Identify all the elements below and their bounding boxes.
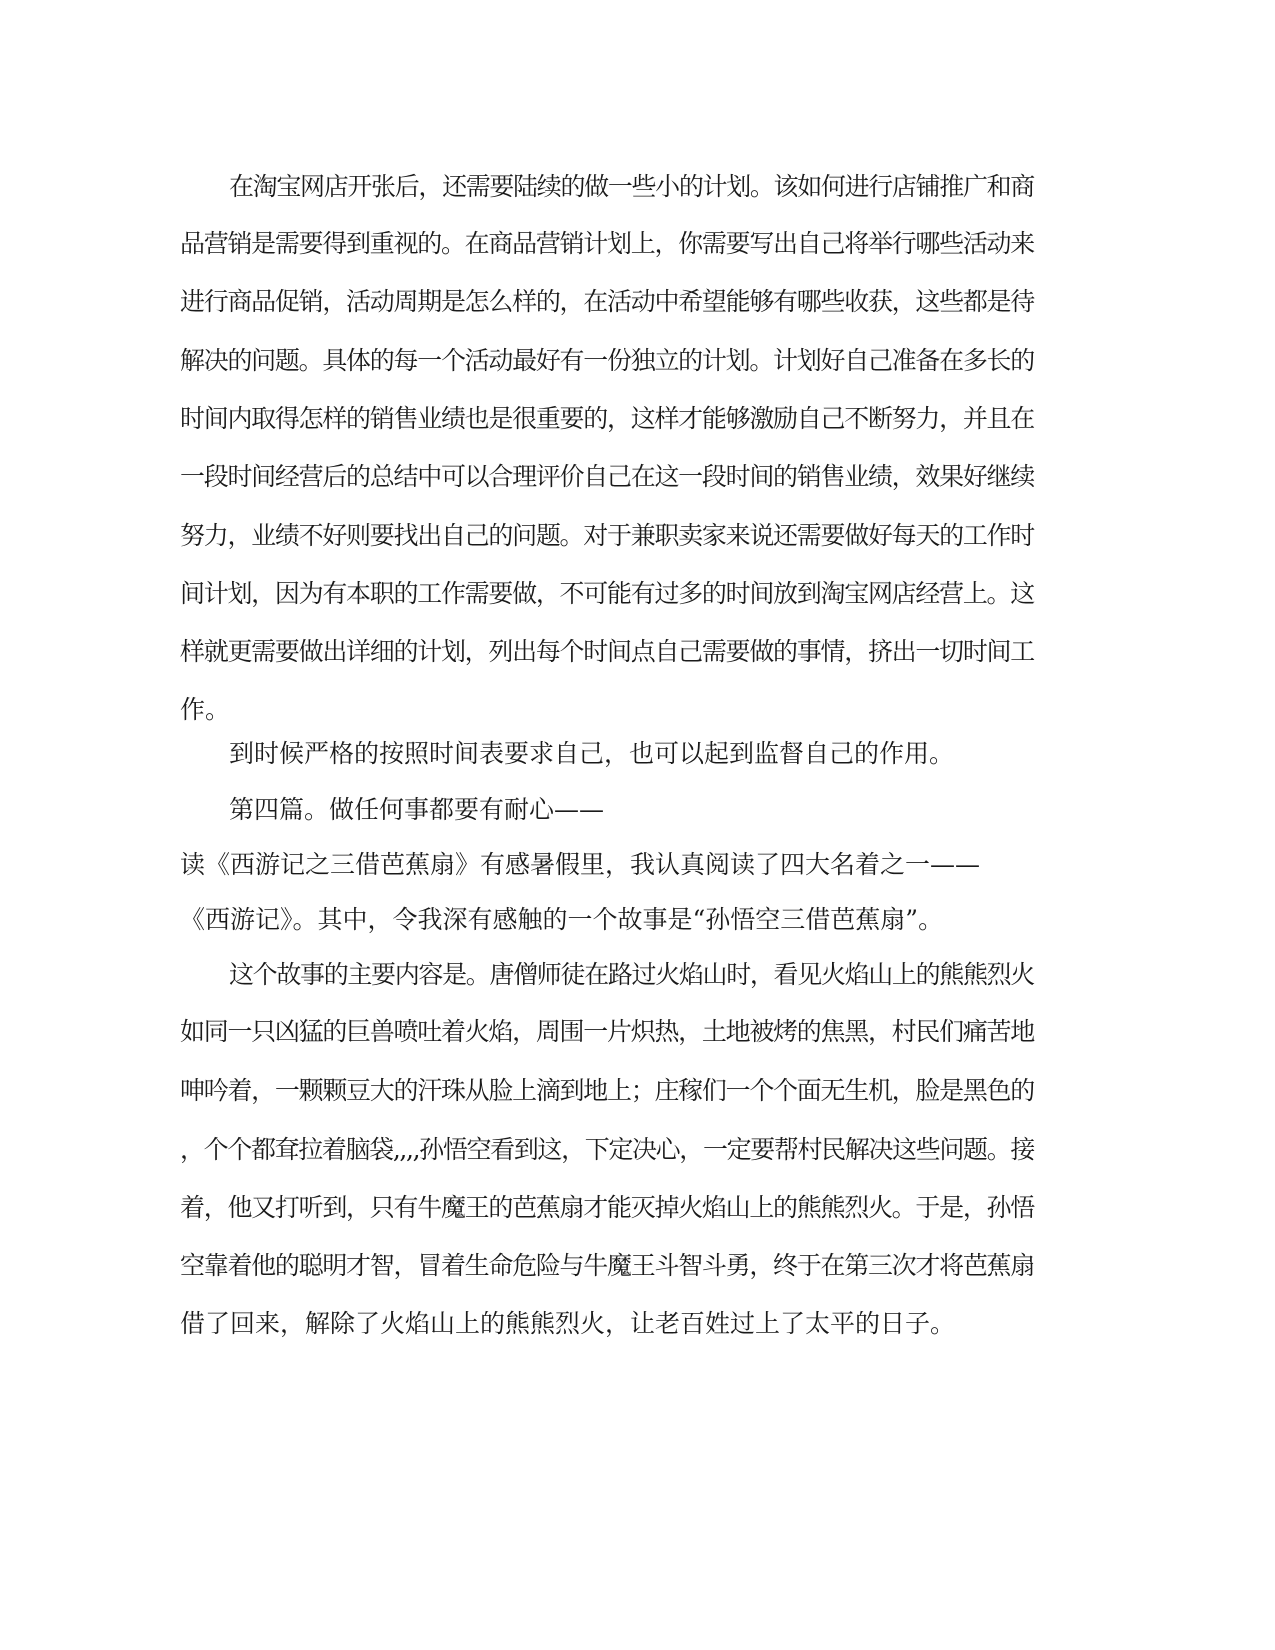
body-text-line: 如同一只凶猛的巨兽喷吐着火焰，周围一片炽热，土地被烤的焦黑，村民们痛苦地 — [180, 1017, 1034, 1046]
body-text-line: 读《西游记之三借芭蕉扇》有感暑假里，我认真阅读了四大名着之一—— — [180, 850, 981, 879]
body-text-line: 努力，业绩不好则要找出自己的问题。对于兼职卖家来说还需要做好每天的工作时 — [180, 521, 1034, 550]
body-text-line: 作。 — [180, 695, 231, 724]
body-text-line: 到时候严格的按照时间表要求自己，也可以起到监督自己的作用。 — [229, 739, 955, 768]
body-text-line: 品营销是需要得到重视的。在商品营销计划上，你需要写出自己将举行哪些活动来 — [180, 229, 1034, 258]
body-text-line: 进行商品促销，活动周期是怎么样的，在活动中希望能够有哪些收获，这些都是待 — [180, 287, 1034, 316]
body-text-line: 借了回来，解除了火焰山上的熊熊烈火，让老百姓过上了太平的日子。 — [180, 1309, 956, 1338]
section-heading: 第四篇。做任何事都要有耐心—— — [229, 795, 605, 824]
body-text-line: 这个故事的主要内容是。唐僧师徒在路过火焰山时，看见火焰山上的熊熊烈火 — [229, 960, 1034, 989]
body-text-line: 呻吟着，一颗颗豆大的汗珠从脸上滴到地上；庄稼们一个个面无生机，脸是黑色的 — [180, 1076, 1034, 1105]
body-text-line: 解决的问题。具体的每一个活动最好有一份独立的计划。计划好自己准备在多长的 — [180, 346, 1034, 375]
body-text-line: 样就更需要做出详细的计划，列出每个时间点自己需要做的事情，挤出一切时间工 — [180, 637, 1034, 666]
body-text-line: ，个个都耷拉着脑袋,,,,孙悟空看到这，下定决心，一定要帮村民解决这些问题。接 — [180, 1135, 1034, 1164]
body-text-line: 在淘宝网店开张后，还需要陆续的做一些小的计划。该如何进行店铺推广和商 — [229, 172, 1034, 201]
body-text-line: 空靠着他的聪明才智，冒着生命危险与牛魔王斗智斗勇，终于在第三次才将芭蕉扇 — [180, 1251, 1034, 1280]
body-text-line: 《西游记》。其中，令我深有感触的一个故事是“孙悟空三借芭蕉扇”。 — [180, 905, 944, 934]
body-text-line: 一段时间经营后的总结中可以合理评价自己在这一段时间的销售业绩，效果好继续 — [180, 462, 1034, 491]
body-text-line: 时间内取得怎样的销售业绩也是很重要的，这样才能够激励自己不断努力，并且在 — [180, 404, 1034, 433]
body-text-line: 着，他又打听到，只有牛魔王的芭蕉扇才能灭掉火焰山上的熊熊烈火。于是，孙悟 — [180, 1193, 1034, 1222]
body-text-line: 间计划，因为有本职的工作需要做，不可能有过多的时间放到淘宝网店经营上。这 — [180, 579, 1034, 608]
